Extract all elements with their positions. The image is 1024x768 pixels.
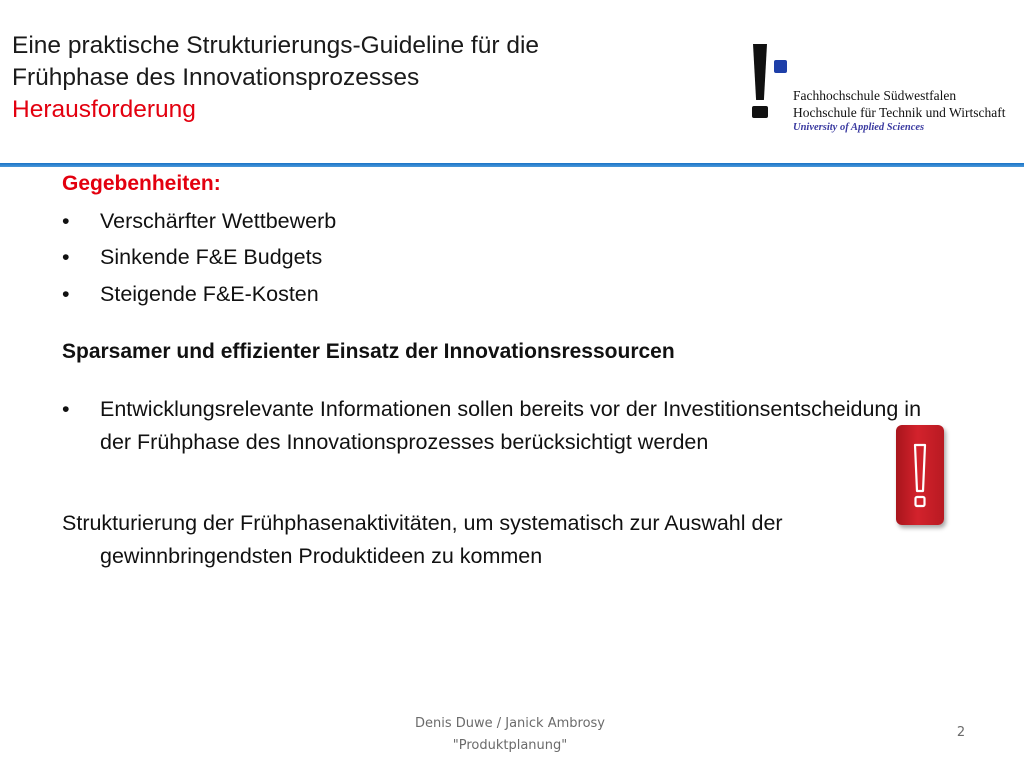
list-item-text: Verschärfter Wettbewerb xyxy=(100,208,337,233)
list-item-text: Steigende F&E-Kosten xyxy=(100,281,319,306)
title-line-2: Frühphase des Innovationsprozesses xyxy=(12,64,420,91)
list-item xyxy=(62,203,942,240)
bullet-mark: • xyxy=(62,281,70,306)
key-statement: Sparsamer und effizienter Einsatz der Innovationsressourcen xyxy=(62,340,675,363)
section-heading: Gegebenheiten: xyxy=(62,172,221,195)
list-item-text: Sinkende F&E Budgets xyxy=(100,245,323,269)
exclamation-glyph-icon xyxy=(896,425,944,525)
slide-content xyxy=(62,158,942,573)
requirement-text: Entwicklungsrelevante Informationen sollen bereits vor der Investitionsentscheidung in der Frühphase des Innovationsprozesses berücksichtigt werden xyxy=(100,396,922,454)
logo-line-1: Fachhochschule Südwestfalen xyxy=(793,88,957,103)
logo-blue-square xyxy=(774,60,787,73)
title-line-1: Eine praktische Strukturierungs-Guideline für die xyxy=(12,32,540,59)
bullet-mark: • xyxy=(62,208,70,233)
conclusion-text: Strukturierung der Frühphasenaktivitäten, um systematisch zur Auswahl der gewinnbringendsten Produktideen zu kommen xyxy=(62,510,783,568)
bullet-mark: • xyxy=(62,245,70,269)
logo-line-3: University of Applied Sciences xyxy=(793,122,925,133)
list-item xyxy=(62,276,942,313)
page-number: 2 xyxy=(956,725,966,740)
slide-title xyxy=(12,30,712,126)
requirement-item xyxy=(62,393,930,459)
university-logo xyxy=(748,44,1024,144)
footer-authors: Denis Duwe / Janick Ambrosy xyxy=(414,716,606,731)
footer-credits xyxy=(360,713,660,757)
logo-line-2: Hochschule für Technik und Wirtschaft xyxy=(793,105,1006,120)
bullet-mark: • xyxy=(62,396,70,421)
exclamation-icon xyxy=(896,425,944,525)
list-item xyxy=(62,239,942,276)
logo-exclamation-mark xyxy=(748,44,774,124)
slide-subtitle: Herausforderung xyxy=(12,96,196,123)
logo-text xyxy=(793,87,1005,135)
footer-course: "Produktplanung" xyxy=(452,738,568,753)
